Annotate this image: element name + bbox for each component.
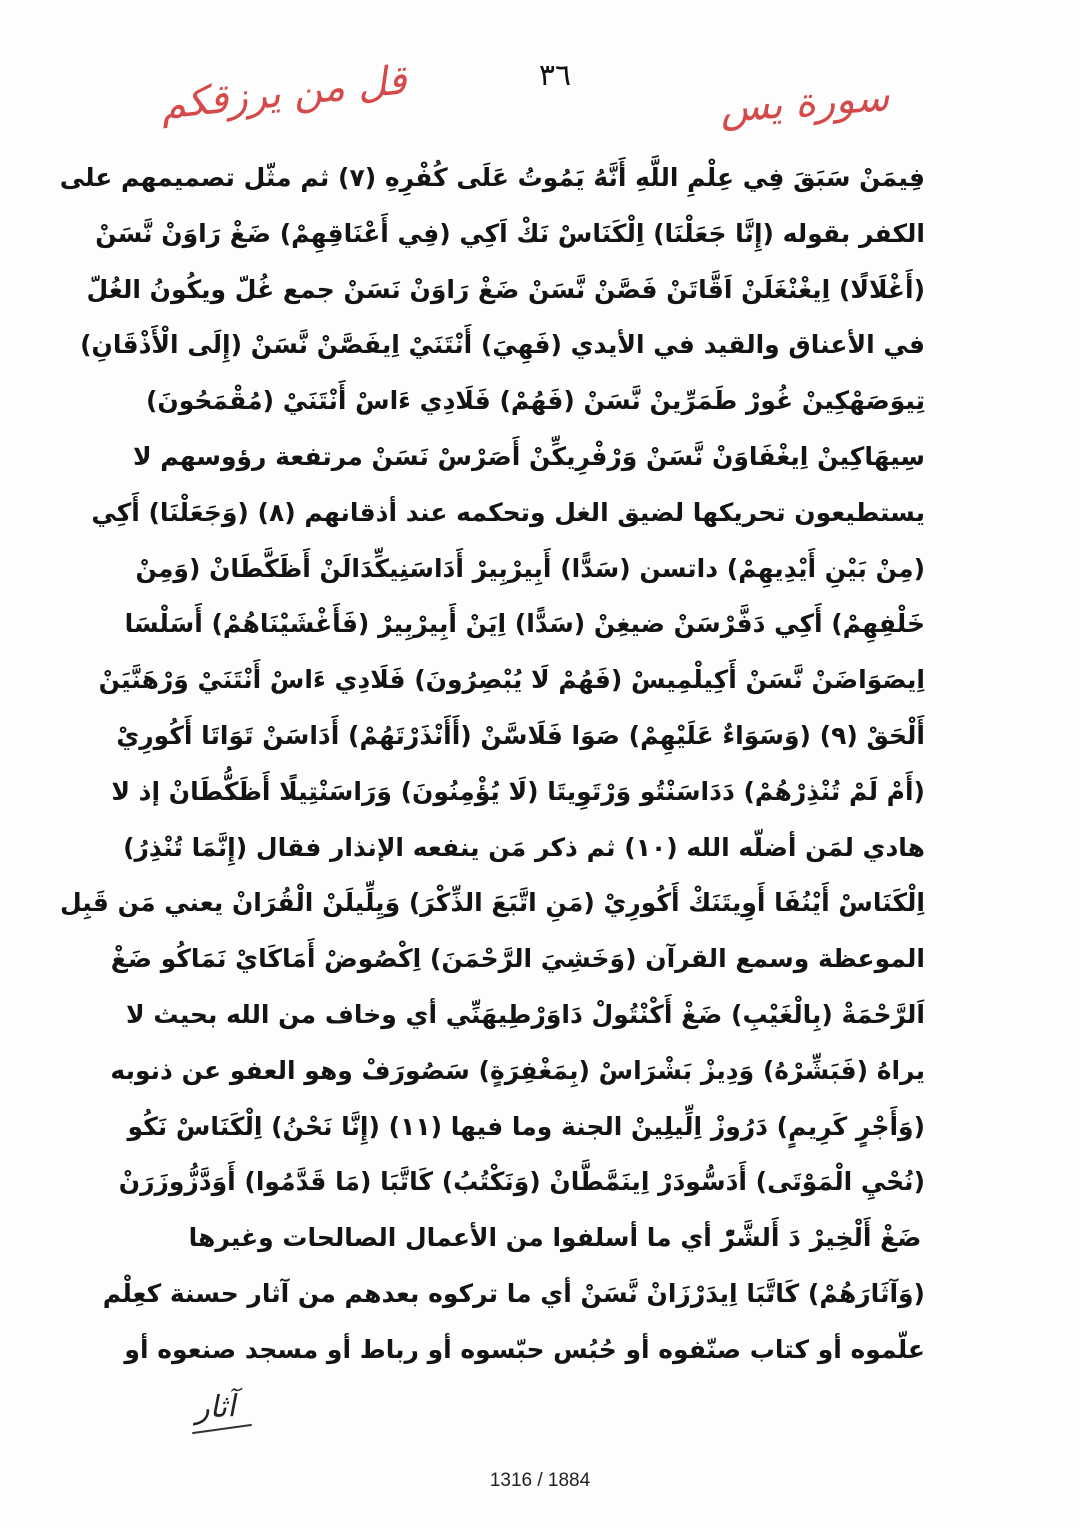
text-line: في الأعناق والقيد في الأيدي (فَهِيَ) أَنْتَنَيْ اِيفَصَّنْ نَّسَنْ (إِلَى الْأَذْقَانِ): [80, 330, 925, 360]
text-line: اَلرَّحْمَةْ (بِالْغَيْبِ) ضَغْ أَكْنْتُولْ دَاوَرْطِيهَنِّي أي وخاف من الله بحيث لا: [126, 999, 925, 1029]
page-number: ٣٦: [538, 58, 572, 93]
text-line: ضَغْ أَلْخِيرْ دَ أَلشَّرّْ أي ما أسلفوا من الأعمال الصالحات وغيرها: [188, 1223, 922, 1253]
text-line: (أَمْ لَمْ تُنْذِرْهُمْ) دَدَاسَنْتُو وَرْتَوِيتَا (لَا يُؤْمِنُونَ) وَرَاسَنْتِيلًا أَظَكُّطَانْ إذ لا: [111, 776, 925, 806]
text-line: الكفر بقوله (إِنَّا جَعَلْنَا) اِلْكَنَاسْ نَكْ اَكِي (فِي أَعْنَاقِهِمْ) ضَغْ رَاوَنْ نَّسَنْ: [95, 218, 925, 248]
text-line: الموعظة وسمع القرآن (وَخَشِيَ الرَّحْمَنَ) اِكْصُوضْ أَمَاكَايْ نَمَاكُو ضَغْ: [110, 944, 925, 974]
text-line: اِلْكَنَاسْ أَيْنُفَا أَوِيتَنَكْ أَكُورِيْ (مَنِ اتَّبَعَ الذِّكْرَ) وَيِلِّيلَنْ الْقُرَانْ يعني مَن قَبِل: [59, 888, 925, 918]
text-line: أَلْحَقْ (٩) (وَسَوَاءٌ عَلَيْهِمْ) صَوَا فَلَاسَّنْ (أَأَنْذَرْتَهُمْ) أَدَاسَنْ تَوَاتَا أَكُورِيْ: [116, 720, 925, 750]
text-line: (وَآثَارَهُمْ) كَاتَّبَا اِيدَرْزَانْ نَّسَنْ أي ما تركوه بعدهم من آثار حسنة كعِلْم: [102, 1278, 925, 1308]
body-text: [59, 150, 925, 1378]
text-line: علّموه أو كتاب صنّفوه أو حُبُس حبّسوه أو رباط أو مسجد صنعوه أو: [124, 1334, 925, 1364]
text-line: (وَأَجْرٍ كَرِيمٍ) دَرُوزْ اِلِّيلِينْ الجنة وما فيها (١١) (إِنَّا نَحْنُ) اِلْكَنَاسْ نَكُو: [127, 1111, 925, 1141]
text-line: يراهُ (فَبَشِّرْهُ) وَدِيزْ بَشْرَاسْ (بِمَغْفِرَةٍ) سَصُورَفْ وهو العفو عن ذنوبه: [110, 1055, 925, 1085]
text-line: فِيمَنْ سَبَقَ فِي عِلْمِ اللَّهِ أَنَّهُ يَمُوتُ عَلَى كُفْرِهِ (٧) ثم مثّل تصميمهم على: [59, 163, 925, 192]
margin-note-right: سورة يس: [718, 74, 891, 132]
text-line: (أَغْلَالًا) اِيغْنْغَلَنْ اَقَّاتَنْ فَصَّنْ نَّسَنْ ضَغْ رَاوَنْ نَسَنْ جمع غُلّ ويكُونُ الغُلّ: [86, 274, 925, 304]
text-line: تِيوَصَهْكِينْ غُورْ طَمَرِّينْ نَّسَنْ (فَهُمْ) فَلَادِي ءَاسْ أَنْتَنَيْ (مُقْمَحُونَ): [145, 386, 925, 416]
text-line: خَلْفِهِمْ) أَكِي دَفَّرْسَنْ ضيغِنْ (سَدًّا) اِيَنْ أَبِيرْبِيرْ (فَأَغْشَيْنَاهُمْ) أَسَلْسَا: [124, 609, 925, 639]
text-line: اِيصَوَاضَنْ نَّسَنْ أَكِيلْمِيسْ (فَهُمْ لَا يُبْصِرُونَ) فَلَادِي ءَاسْ أَنْتَنَيْ وَرْهَنَّيَنْ: [98, 665, 925, 695]
text-line: (نُحْيِ الْمَوْتَى) أَدَسُّودَرْ اِينَمَّطَّانْ (وَنَكْتُبُ) كَاتَّبَا (مَا قَدَّمُوا) أَوَدَّزُّوزَرَنْ: [118, 1167, 925, 1197]
margin-note-left: قل من يرزقكم: [158, 57, 409, 129]
text-line: (مِنْ بَيْنِ أَيْدِيهِمْ) داتسن (سَدًّا) أَبِيرْبِيرْ أَدَاسَنِيكِّدَالَنْ أَظَكَّطَانْ (وَمِنْ: [135, 553, 925, 583]
text-line: يستطيعون تحريكها لضيق الغل وتحكمه عند أذقانهم (٨) (وَجَعَلْنَا) أَكِي: [91, 497, 925, 527]
catchword: آثار: [194, 1388, 237, 1427]
page-counter: 1316 / 1884: [489, 1470, 591, 1491]
text-line: هادي لمَن أضلّه الله (١٠) ثم ذكر مَن ينفعه الإنذار فقال (إِنَّمَا تُنْذِرُ): [123, 832, 925, 862]
text-line: سِيهَاكِينْ اِيغْفَاوَنْ نَّسَنْ وَرْفْرِيكِّنْ أَصَرْسْ نَسَنْ مرتفعة رؤوسهم لا: [132, 441, 925, 471]
